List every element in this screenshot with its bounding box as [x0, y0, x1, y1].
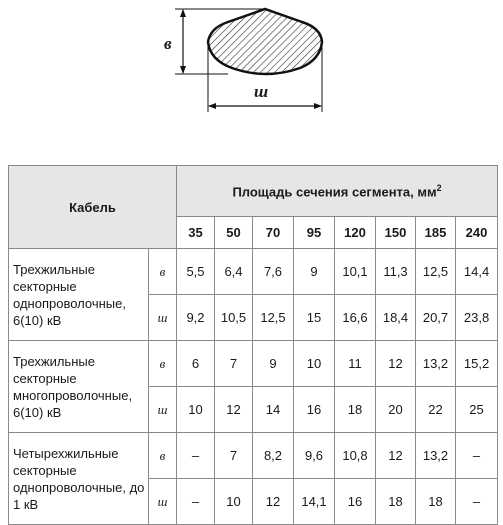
- value-cell: 12: [376, 341, 416, 387]
- value-cell: 10: [294, 341, 335, 387]
- cable-name-cell: Трехжильные секторные однопроволочные, 6(10) кВ: [9, 249, 149, 341]
- cable-segment-table: [8, 165, 498, 525]
- value-cell: 22: [416, 387, 456, 433]
- value-cell: –: [456, 479, 498, 525]
- value-cell: 14,1: [294, 479, 335, 525]
- value-cell: 20,7: [416, 295, 456, 341]
- value-cell: 18: [335, 387, 376, 433]
- value-cell: 6: [177, 341, 215, 387]
- size-header: 240: [456, 217, 498, 249]
- value-cell: 6,4: [215, 249, 253, 295]
- value-cell: 12,5: [253, 295, 294, 341]
- segment-shape-drawing: [0, 0, 503, 150]
- value-cell: 13,2: [416, 341, 456, 387]
- area-header-text: Площадь сечения сегмента, мм: [232, 184, 437, 200]
- value-cell: 11,3: [376, 249, 416, 295]
- cable-name-cell: Четырехжильные секторные однопроволочные, до 1 кВ: [9, 433, 149, 525]
- size-header: 50: [215, 217, 253, 249]
- value-cell: 9: [294, 249, 335, 295]
- value-cell: 8,2: [253, 433, 294, 479]
- value-cell: 18: [376, 479, 416, 525]
- table-row: [9, 341, 498, 387]
- cable-table-container: [8, 165, 497, 525]
- value-cell: 10: [215, 479, 253, 525]
- height-label: в: [164, 34, 172, 53]
- value-cell: 23,8: [456, 295, 498, 341]
- dimension-label-cell: в: [149, 433, 177, 479]
- dimension-label-cell: ш: [149, 295, 177, 341]
- width-label: ш: [254, 82, 269, 101]
- value-cell: 14: [253, 387, 294, 433]
- dimension-label-cell: ш: [149, 479, 177, 525]
- size-header: 35: [177, 217, 215, 249]
- value-cell: 9: [253, 341, 294, 387]
- value-cell: 18: [416, 479, 456, 525]
- table-body: [9, 249, 498, 525]
- value-cell: 5,5: [177, 249, 215, 295]
- value-cell: 18,4: [376, 295, 416, 341]
- value-cell: 20: [376, 387, 416, 433]
- dimension-label-cell: в: [149, 249, 177, 295]
- value-cell: 12: [376, 433, 416, 479]
- value-cell: 25: [456, 387, 498, 433]
- size-header: 70: [253, 217, 294, 249]
- value-cell: –: [177, 479, 215, 525]
- area-header: [177, 166, 498, 217]
- value-cell: 7,6: [253, 249, 294, 295]
- value-cell: 16: [294, 387, 335, 433]
- value-cell: 7: [215, 433, 253, 479]
- value-cell: 9,6: [294, 433, 335, 479]
- cable-header: Кабель: [9, 166, 177, 249]
- table-row: [9, 433, 498, 479]
- dimension-label-cell: в: [149, 341, 177, 387]
- value-cell: 10,5: [215, 295, 253, 341]
- value-cell: 16: [335, 479, 376, 525]
- size-header: 150: [376, 217, 416, 249]
- cable-name-cell: Трехжильные секторные многопроволочные, 6(10) кВ: [9, 341, 149, 433]
- value-cell: 10: [177, 387, 215, 433]
- table-row: [9, 249, 498, 295]
- value-cell: 12: [215, 387, 253, 433]
- value-cell: 7: [215, 341, 253, 387]
- size-header: 185: [416, 217, 456, 249]
- segment-cross-section: [208, 9, 322, 74]
- area-header-unit-sup: 2: [436, 182, 442, 193]
- value-cell: –: [456, 433, 498, 479]
- value-cell: 15,2: [456, 341, 498, 387]
- value-cell: 16,6: [335, 295, 376, 341]
- value-cell: 10,8: [335, 433, 376, 479]
- segment-diagram: [0, 0, 503, 150]
- value-cell: 13,2: [416, 433, 456, 479]
- value-cell: –: [177, 433, 215, 479]
- value-cell: 11: [335, 341, 376, 387]
- value-cell: 9,2: [177, 295, 215, 341]
- value-cell: 12: [253, 479, 294, 525]
- value-cell: 12,5: [416, 249, 456, 295]
- value-cell: 15: [294, 295, 335, 341]
- value-cell: 14,4: [456, 249, 498, 295]
- size-header: 95: [294, 217, 335, 249]
- size-header: 120: [335, 217, 376, 249]
- dimension-label-cell: ш: [149, 387, 177, 433]
- value-cell: 10,1: [335, 249, 376, 295]
